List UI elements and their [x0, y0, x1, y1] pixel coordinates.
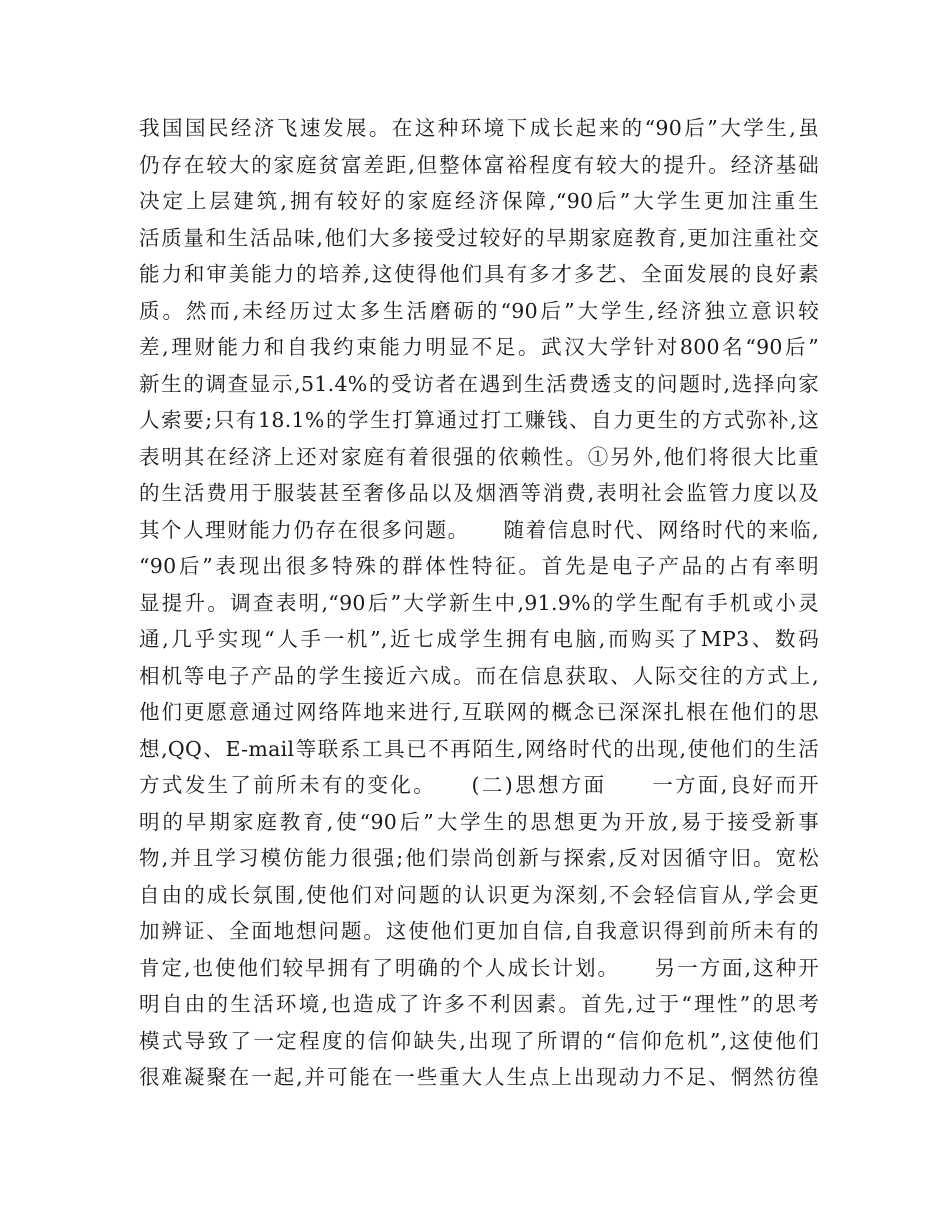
- text-line: 想,QQ、E-mail等联系工具已不再陌生,网络时代的出现,使他们的生活: [139, 736, 819, 761]
- text-line: 明的早期家庭教育,使“90后”大学生的思想更为开放,易于接受新事: [139, 809, 819, 834]
- text-line: 人索要;只有18.1%的学生打算通过打工赚钱、自力更生的方式弥补,这: [139, 408, 819, 432]
- text-line: 新生的调查显示,51.4%的受访者在遇到生活费透支的问题时,选择向家: [139, 371, 819, 396]
- text-line: 模式导致了一定程度的信仰缺失,出现了所谓的“信仰危机”,这使他们: [139, 1028, 819, 1053]
- text-line: 仍存在较大的家庭贫富差距,但整体富裕程度有较大的提升。经济基础: [139, 152, 819, 177]
- text-line: 能力和审美能力的培养,这使得他们具有多才多艺、全面发展的良好素: [139, 262, 819, 286]
- text-line: 其个人理财能力仍存在很多问题。 随着信息时代、网络时代的来临,: [139, 517, 819, 542]
- text-line: 很难凝聚在一起,并可能在一些重大人生点上出现动力不足、惘然彷徨: [139, 1065, 819, 1089]
- text-line: 物,并且学习模仿能力很强;他们崇尚创新与探索,反对因循守旧。宽松: [139, 846, 819, 870]
- text-line: 我国国民经济飞速发展。在这种环境下成长起来的“90后”大学生,虽: [139, 116, 819, 140]
- text-line: 表明其在经济上还对家庭有着很强的依赖性。①另外,他们将很大比重: [139, 444, 819, 469]
- text-line: 差,理财能力和自我约束能力明显不足。武汉大学针对800名“90后”: [139, 335, 819, 359]
- text-line: 通,几乎实现“人手一机”,近七成学生拥有电脑,而购买了MP3、数码: [139, 627, 819, 651]
- text-line: “90后”表现出很多特殊的群体性特征。首先是电子产品的占有率明: [139, 554, 819, 578]
- text-line: 的生活费用于服装甚至奢侈品以及烟酒等消费,表明社会监管力度以及: [139, 481, 819, 505]
- text-line: 方式发生了前所未有的变化。 (二)思想方面 一方面,良好而开: [139, 773, 819, 797]
- text-line: 相机等电子产品的学生接近六成。而在信息获取、人际交往的方式上,: [139, 663, 819, 688]
- text-line: 质。然而,未经历过太多生活磨砺的“90后”大学生,经济独立意识较: [139, 298, 819, 323]
- text-line: 他们更愿意通过网络阵地来进行,互联网的概念已深深扎根在他们的思: [139, 700, 819, 724]
- text-line: 活质量和生活品味,他们大多接受过较好的早期家庭教育,更加注重社交: [139, 225, 819, 250]
- text-line: 显提升。调查表明,“90后”大学新生中,91.9%的学生配有手机或小灵: [139, 590, 819, 615]
- text-line: 自由的成长氛围,使他们对问题的认识更为深刻,不会轻信盲从,学会更: [139, 882, 819, 907]
- text-line: 明自由的生活环境,也造成了许多不利因素。首先,过于“理性”的思考: [139, 992, 819, 1016]
- text-line: 决定上层建筑,拥有较好的家庭经济保障,“90后”大学生更加注重生: [139, 189, 819, 213]
- text-line: 加辨证、全面地想问题。这使他们更加自信,自我意识得到前所未有的: [139, 919, 819, 943]
- text-line: 肯定,也使他们较早拥有了明确的个人成长计划。 另一方面,这种开: [139, 955, 819, 980]
- body-text: [139, 110, 819, 1096]
